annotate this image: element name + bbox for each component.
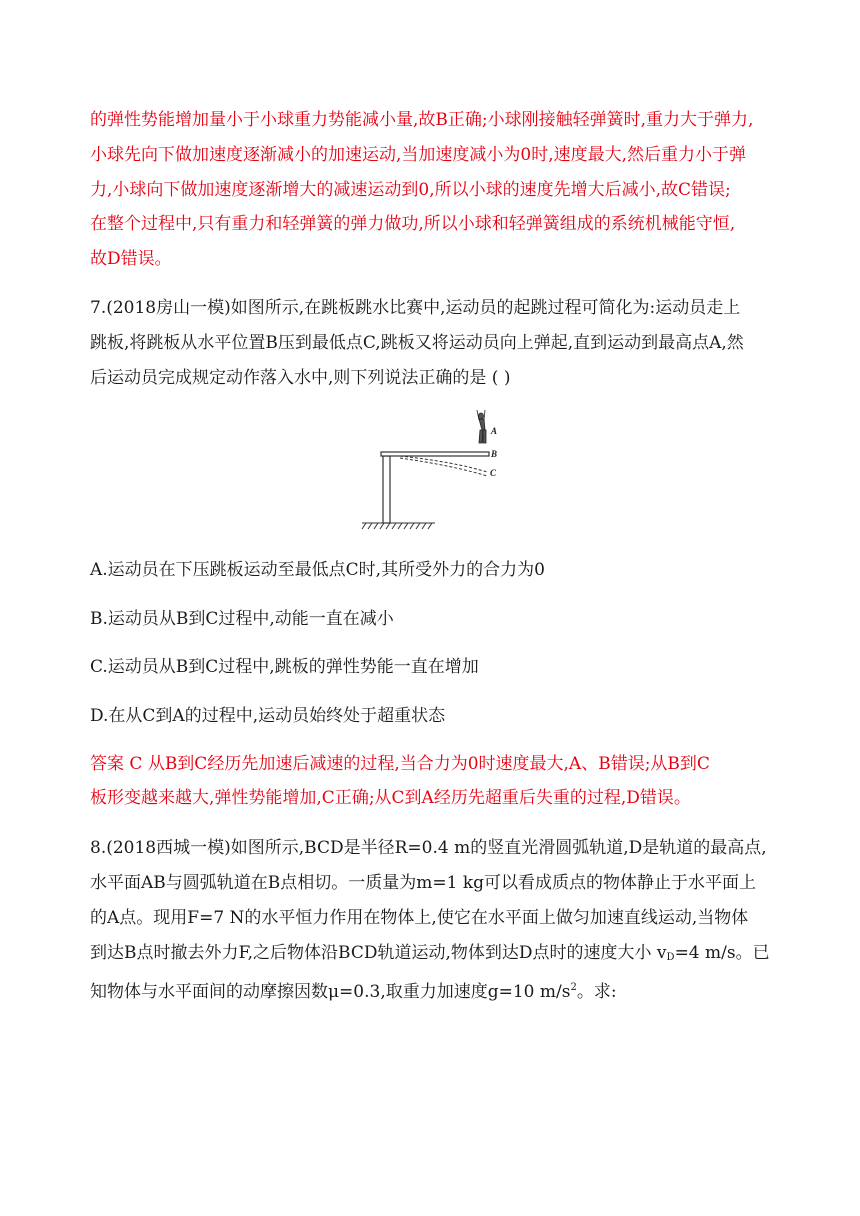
label-a: A [491,426,498,436]
q7-answer-line: 答案 C 从B到C经历先加速后减速的过程,当合力为0时速度最大,A、B错误;从B到C [90,754,710,774]
q7-option-a: A.运动员在下压跳板运动至最低点C时,其所受外力的合力为0 [90,560,545,580]
q8-stem-line [90,940,770,971]
board-pillar [383,456,390,523]
label-c: C [490,468,497,478]
q8-stem-line: 的A点。现用F=7 N的水平恒力作用在物体上,使它在水平面上做匀加速直线运动,当物体 [90,908,749,928]
diving-board-figure [360,410,510,530]
q8-g-superscript: 2 [570,982,577,993]
q7-option-b: B.运动员从B到C过程中,动能一直在减小 [90,609,394,629]
prev-explanation-line: 故D错误。 [90,249,172,269]
q8-stem-line [90,975,617,1005]
bent-board-dashed [400,456,487,472]
prev-explanation-line: 小球先向下做加速度逐渐减小的加速运动,当加速度减小为0时,速度最大,然后重力小于弹 [90,145,747,165]
ground-hatching [362,523,435,529]
q8-line4-text: 到达B点时撤去外力F,之后物体沿BCD轨道运动,物体到达D点时的速度大小 v [90,943,667,963]
prev-explanation-line: 在整个过程中,只有重力和轻弹簧的弹力做功,所以小球和轻弹簧组成的系统机械能守恒, [90,214,736,234]
q8-line4-tail: =4 m/s。已 [674,943,770,963]
q8-line5-tail: 。求: [576,982,617,1002]
q7-stem-line: 跳板,将跳板从水平位置B压到最低点C,跳板又将运动员向上弹起,直到运动到最高点A,然 [90,333,744,353]
q7-stem-line: 7.(2018房山一模)如图所示,在跳板跳水比赛中,运动员的起跳过程可简化为:运动员走上 [90,298,741,318]
prev-explanation-line: 力,小球向下做加速度逐渐增大的减速运动到0,所以小球的速度先增大后减小,故C错误; [90,180,731,200]
q8-line5-text: 知物体与水平面间的动摩擦因数μ=0.3,取重力加速度g=10 m/s [90,982,571,1002]
q7-option-d: D.在从C到A的过程中,运动员始终处于超重状态 [90,706,446,726]
q8-vd-subscript: D [666,952,675,963]
bent-board-dashed [400,458,487,476]
q8-stem-line: 水平面AB与圆弧轨道在B点相切。一质量为m=1 kg可以看成质点的物体静止于水平面上 [90,873,757,893]
label-b: B [491,449,498,459]
diver-icon [477,410,486,443]
prev-explanation-line: 的弹性势能增加量小于小球重力势能减小量,故B正确;小球刚接触轻弹簧时,重力大于弹力, [90,110,754,130]
q7-stem-line: 后运动员完成规定动作落入水中,则下列说法正确的是 ( ) [90,368,511,388]
q7-option-c: C.运动员从B到C过程中,跳板的弹性势能一直在增加 [90,657,479,677]
q7-answer-line: 板形变越来越大,弹性势能增加,C正确;从C到A经历先超重后失重的过程,D错误。 [90,788,691,808]
q8-stem-line: 8.(2018西城一模)如图所示,BCD是半径R=0.4 m的竖直光滑圆弧轨道,D是轨道的最高点, [90,838,767,858]
diving-board [381,452,489,456]
